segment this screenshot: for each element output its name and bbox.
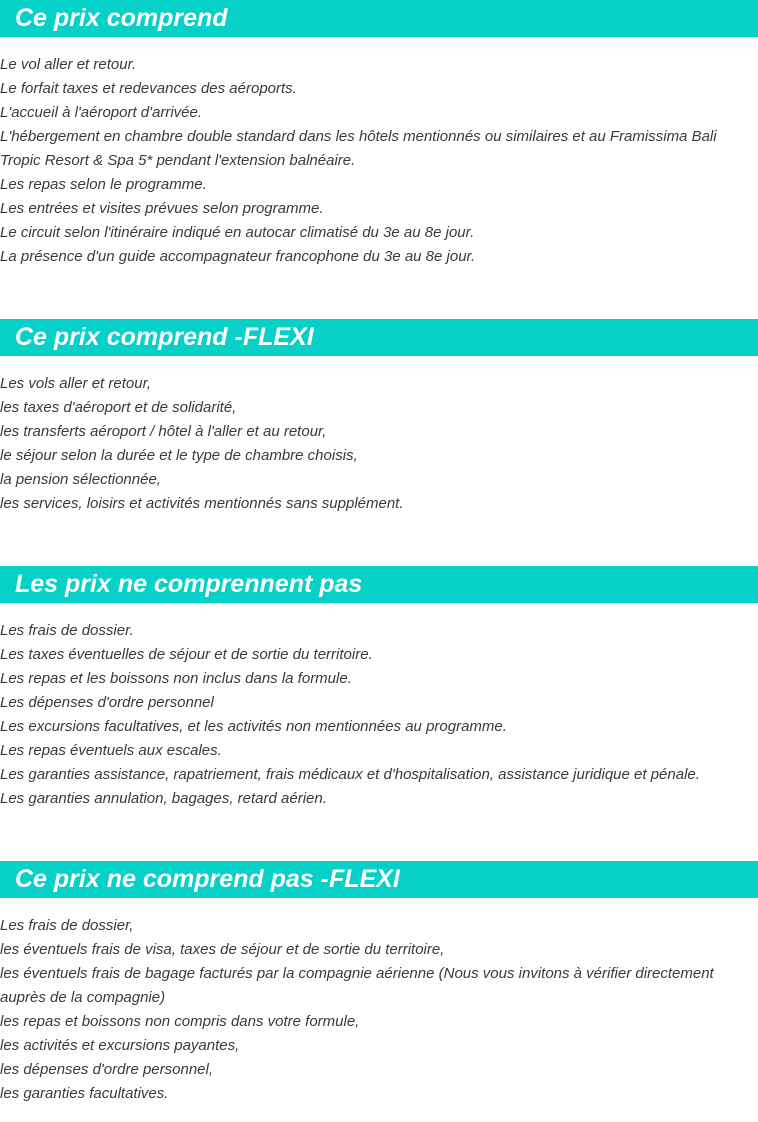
section-excludes — [0, 566, 758, 811]
section-title: Les prix ne comprennent pas — [0, 566, 758, 603]
list-item: les transferts aéroport / hôtel à l'aller et au retour, — [0, 423, 327, 440]
items-list — [0, 372, 758, 516]
section-excludes-flexi — [0, 861, 758, 1106]
list-item: Les repas éventuels aux escales. — [0, 742, 222, 759]
list-item: Les repas selon le programme. — [0, 176, 207, 193]
items-list — [0, 619, 758, 811]
list-item: Les taxes éventuelles de séjour et de sortie du territoire. — [0, 646, 373, 663]
list-item: les taxes d'aéroport et de solidarité, — [0, 399, 237, 416]
list-item: Le circuit selon l'itinéraire indiqué en autocar climatisé du 3e au 8e jour. — [0, 224, 475, 241]
items-list — [0, 53, 758, 269]
list-item: L'hébergement en chambre double standard dans les hôtels mentionnés ou similaires et au Framissima Bali Tropic Resort & Spa 5* pendant l'extension balnéaire. — [0, 128, 717, 169]
list-item: Les garanties assistance, rapatriement, frais médicaux et d'hospitalisation, assistance juridique et pénale. — [0, 766, 700, 783]
list-item: les activités et excursions payantes, — [0, 1037, 240, 1054]
list-item: les garanties facultatives. — [0, 1085, 169, 1102]
list-item: Les frais de dossier, — [0, 917, 134, 934]
list-item: Les garanties annulation, bagages, retard aérien. — [0, 790, 327, 807]
list-item: les services, loisirs et activités mentionnés sans supplément. — [0, 495, 404, 512]
list-item: Les vols aller et retour, — [0, 375, 151, 392]
list-item: les éventuels frais de visa, taxes de séjour et de sortie du territoire, — [0, 941, 445, 958]
list-item: La présence d'un guide accompagnateur francophone du 3e au 8e jour. — [0, 248, 476, 265]
list-item: Les repas et les boissons non inclus dans la formule. — [0, 670, 352, 687]
list-item: les repas et boissons non compris dans votre formule, — [0, 1013, 360, 1030]
list-item: L'accueil à l'aéroport d'arrivée. — [0, 104, 203, 121]
items-list — [0, 914, 758, 1106]
section-title: Ce prix comprend — [0, 0, 758, 37]
section-includes — [0, 0, 758, 269]
list-item: les éventuels frais de bagage facturés par la compagnie aérienne (Nous vous invitons à vérifier directement auprès de la compagnie) — [0, 965, 714, 1006]
list-item: la pension sélectionnée, — [0, 471, 161, 488]
list-item: le séjour selon la durée et le type de chambre choisis, — [0, 447, 358, 464]
list-item: Le vol aller et retour. — [0, 56, 137, 73]
list-item: Le forfait taxes et redevances des aéroports. — [0, 80, 297, 97]
section-title: Ce prix ne comprend pas -FLEXI — [0, 861, 758, 898]
list-item: Les entrées et visites prévues selon programme. — [0, 200, 324, 217]
list-item: Les dépenses d'ordre personnel — [0, 694, 214, 711]
section-title: Ce prix comprend -FLEXI — [0, 319, 758, 356]
list-item: les dépenses d'ordre personnel, — [0, 1061, 214, 1078]
list-item: Les excursions facultatives, et les activités non mentionnées au programme. — [0, 718, 507, 735]
list-item: Les frais de dossier. — [0, 622, 134, 639]
section-includes-flexi — [0, 319, 758, 516]
